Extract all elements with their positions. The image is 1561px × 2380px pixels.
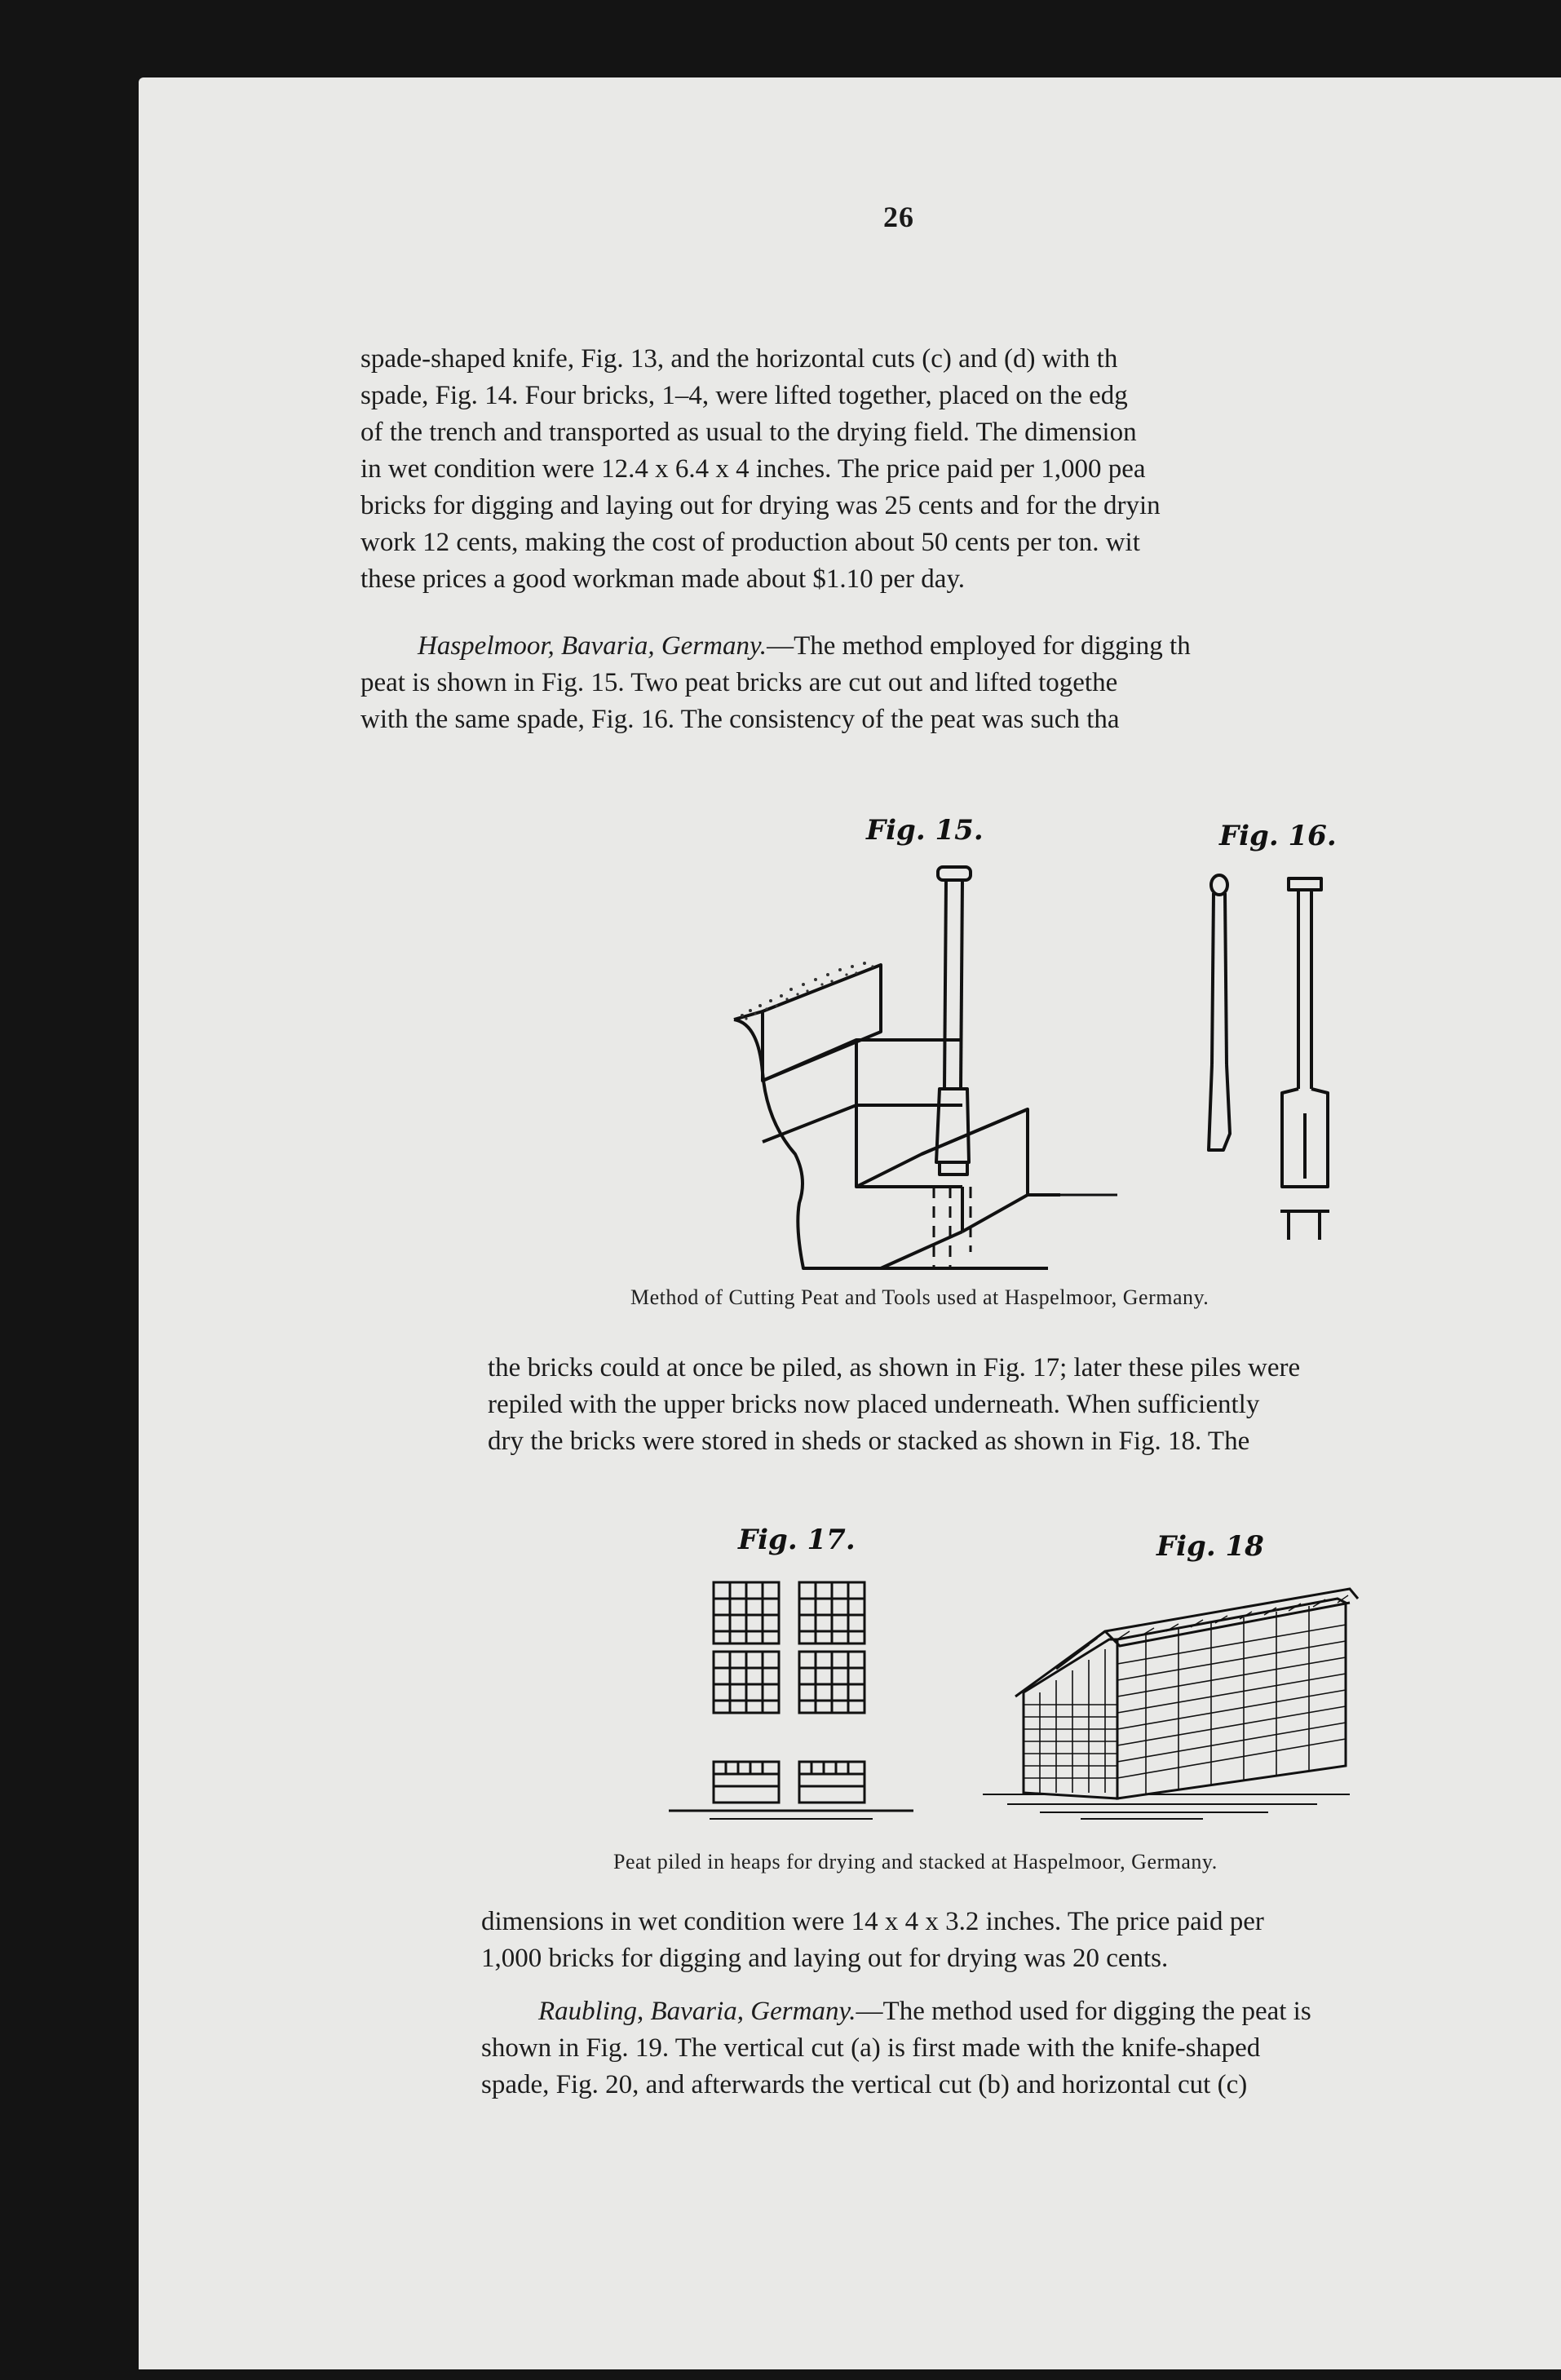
text-line: with the same spade, Fig. 16. The consistency of the peat was such tha xyxy=(360,705,1120,734)
fig-18-label: Fig. 18 xyxy=(1156,1530,1264,1563)
paragraph-3 xyxy=(488,1350,1548,1460)
text-line: spade, Fig. 14. Four bricks, 1–4, were lifted together, placed on the edg xyxy=(360,381,1128,410)
text-run: —The method employed for digging th xyxy=(767,631,1191,661)
section-heading: Haspelmoor, Bavaria, Germany. xyxy=(418,631,767,661)
text-line xyxy=(481,1993,1541,2030)
fig-17-peat-piles-illustration xyxy=(661,1578,922,1831)
text-line: shown in Fig. 19. The vertical cut (a) is first made with the knife-shaped xyxy=(481,2033,1261,2063)
text-line: these prices a good workman made about $1.10 per day. xyxy=(360,564,966,594)
fig-15-label: Fig. 15. xyxy=(866,814,984,847)
fig-17-label: Fig. 17. xyxy=(738,1524,856,1556)
text-line: dry the bricks were stored in sheds or stacked as shown in Fig. 18. The xyxy=(488,1427,1250,1456)
paragraph-1 xyxy=(360,341,1462,598)
fig-16-label: Fig. 16. xyxy=(1219,820,1337,852)
text-line: work 12 cents, making the cost of production about 50 cents per ton. wit xyxy=(360,528,1140,557)
text-line: the bricks could at once be piled, as shown in Fig. 17; later these piles were xyxy=(488,1353,1301,1382)
paragraph-4 xyxy=(481,1904,1541,1977)
paragraph-5 xyxy=(481,1993,1541,2104)
text-line: spade, Fig. 20, and afterwards the vertical cut (b) and horizontal cut (c) xyxy=(481,2070,1248,2099)
text-line: dimensions in wet condition were 14 x 4 x 3.2 inches. The price paid per xyxy=(481,1907,1264,1936)
text-line: spade-shaped knife, Fig. 13, and the horizontal cuts (c) and (d) with th xyxy=(360,344,1118,374)
text-run: —The method used for digging the peat is xyxy=(856,1997,1311,2026)
text-line: 1,000 bricks for digging and laying out for drying was 20 cents. xyxy=(481,1944,1169,1973)
figure-1-caption: Method of Cutting Peat and Tools used at Haspelmoor, Germany. xyxy=(630,1285,1209,1309)
text-line: of the trench and transported as usual to the drying field. The dimension xyxy=(360,418,1137,447)
fig-18-peat-stack-illustration xyxy=(975,1574,1399,1835)
text-line: bricks for digging and laying out for drying was 25 cents and for the dryin xyxy=(360,491,1161,520)
fig-16-spades-illustration xyxy=(1191,869,1354,1252)
fig-15-peat-cutting-illustration xyxy=(726,860,1134,1285)
text-line xyxy=(360,628,1462,665)
text-line: repiled with the upper bricks now placed underneath. When sufficiently xyxy=(488,1390,1260,1419)
text-line: in wet condition were 12.4 x 6.4 x 4 inches. The price paid per 1,000 pea xyxy=(360,454,1146,484)
section-heading: Raubling, Bavaria, Germany. xyxy=(538,1997,856,2026)
text-line: peat is shown in Fig. 15. Two peat bricks are cut out and lifted togethe xyxy=(360,668,1118,697)
page-number: 26 xyxy=(883,201,914,233)
figure-2-caption: Peat piled in heaps for drying and stacked at Haspelmoor, Germany. xyxy=(613,1850,1218,1873)
paragraph-2 xyxy=(360,628,1462,738)
